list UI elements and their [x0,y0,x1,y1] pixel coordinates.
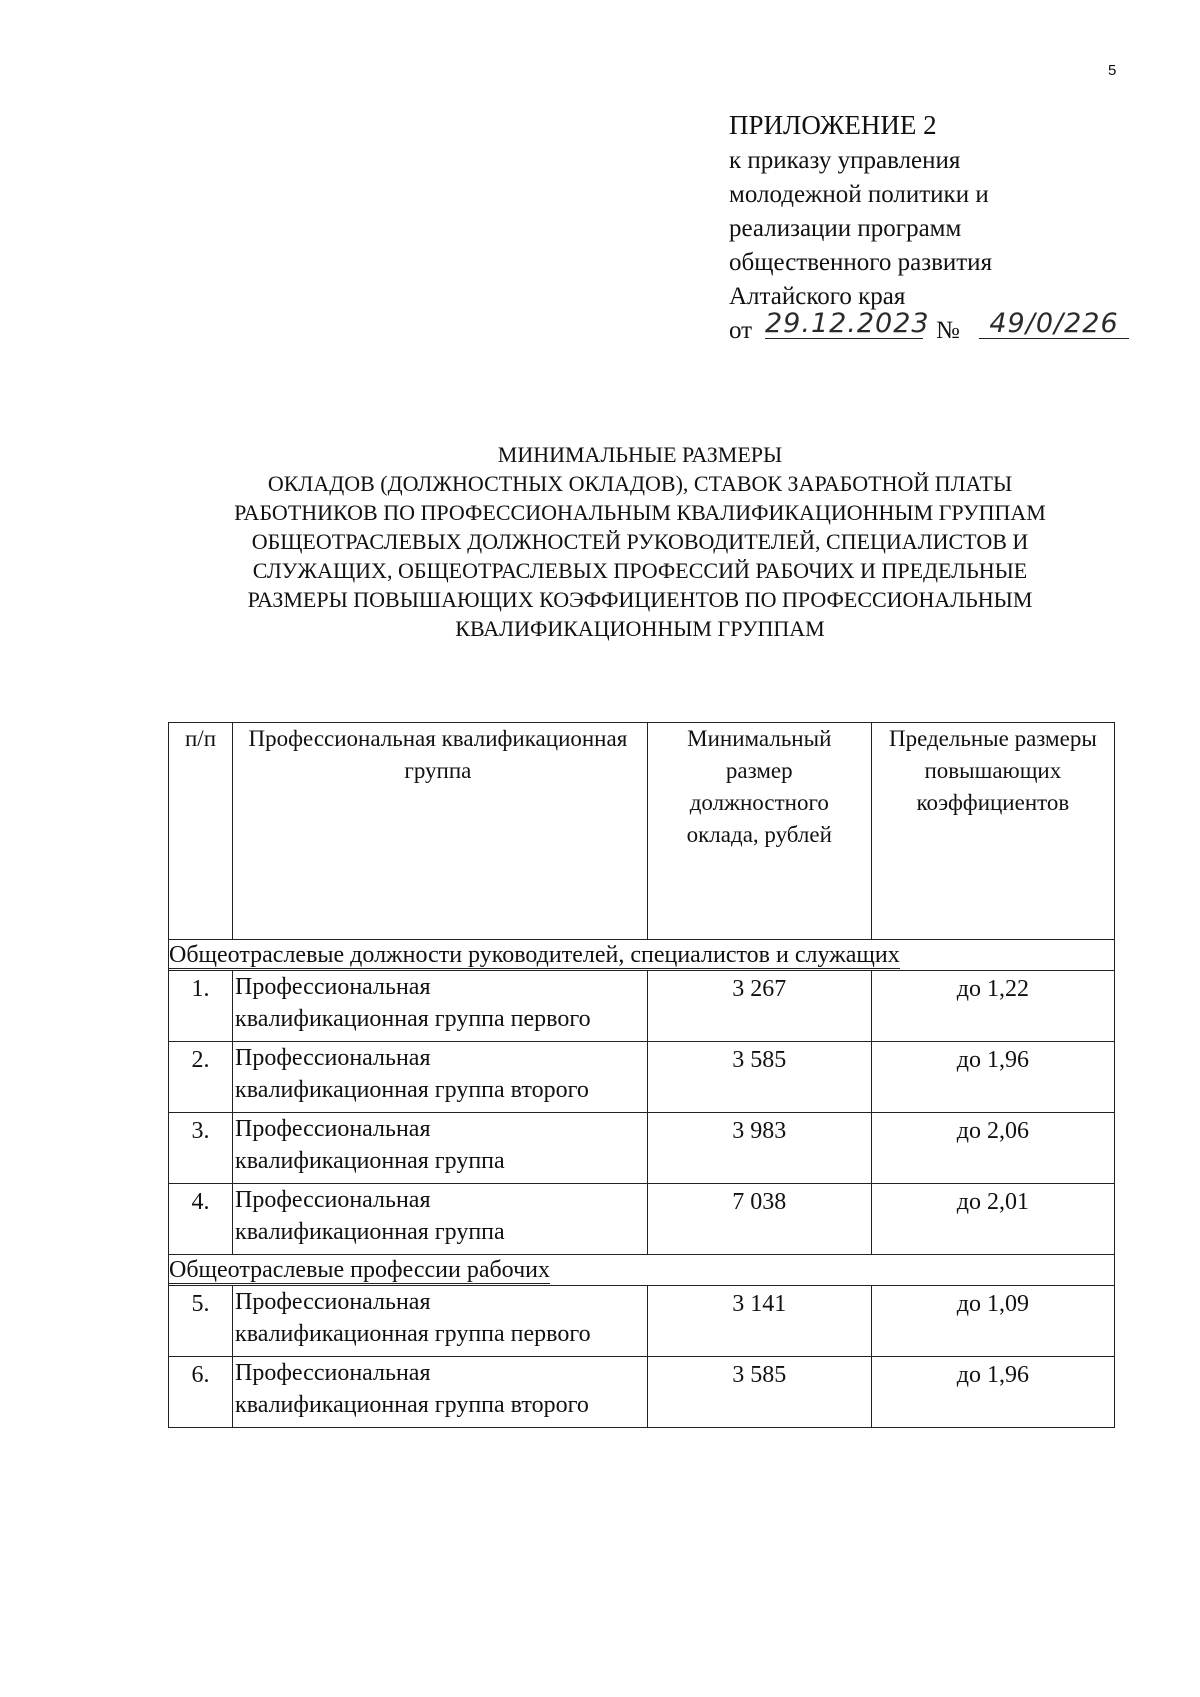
heading-line: КВАЛИФИКАЦИОННЫМ ГРУППАМ [455,616,825,641]
table-header-row [169,723,1115,940]
row-group: Профессиональная квалификационная группа первого [233,971,648,1042]
row-salary: 3 585 [647,1042,871,1113]
row-coefficient: до 1,22 [871,971,1114,1042]
row-group: Профессиональная квалификационная группа [233,1113,648,1184]
row-salary: 3 141 [647,1286,871,1357]
table-row [169,1184,1115,1255]
section-title: Общеотраслевые должности руководителей, специалистов и служащих [169,940,1115,971]
date-label: от [729,317,753,344]
row-num: 2. [169,1042,233,1113]
appendix-line: реализации программ [729,215,962,242]
row-group: Профессиональная квалификационная группа [233,1184,648,1255]
table-row [169,1113,1115,1184]
header-coefficient: Предельные размеры повышающих коэффициентов [871,723,1114,940]
appendix-line: к приказу управления [729,147,961,174]
handwritten-order-number: 49/0/226 [979,310,1129,339]
table-row [169,1357,1115,1428]
table-row [169,1286,1115,1357]
section-row [169,940,1115,971]
salary-table [168,722,1115,1428]
row-salary: 3 267 [647,971,871,1042]
heading-line: РАЗМЕРЫ ПОВЫШАЮЩИХ КОЭФФИЦИЕНТОВ ПО ПРОФЕССИОНАЛЬНЫМ [247,587,1033,612]
document-heading [160,440,1120,643]
row-coefficient: до 1,09 [871,1286,1114,1357]
number-label: № [936,317,960,344]
appendix-line: общественного развития [729,249,993,276]
appendix-block [729,108,1159,348]
order-date-number-line [729,308,1159,348]
heading-line: СЛУЖАЩИХ, ОБЩЕОТРАСЛЕВЫХ ПРОФЕССИЙ РАБОЧИХ И ПРЕДЕЛЬНЫЕ [252,558,1028,583]
row-num: 1. [169,971,233,1042]
row-group: Профессиональная квалификационная группа второго [233,1042,648,1113]
appendix-line: молодежной политики и [729,181,989,208]
header-group: Профессиональная квалификационная группа [233,723,648,940]
appendix-line: Алтайского края [729,283,906,310]
row-salary: 7 038 [647,1184,871,1255]
row-salary: 3 983 [647,1113,871,1184]
section-title: Общеотраслевые профессии рабочих [169,1255,1115,1286]
row-coefficient: до 1,96 [871,1357,1114,1428]
table-row [169,1042,1115,1113]
heading-line: РАБОТНИКОВ ПО ПРОФЕССИОНАЛЬНЫМ КВАЛИФИКАЦИОННЫМ ГРУППАМ [234,500,1046,525]
row-group: Профессиональная квалификационная группа первого [233,1286,648,1357]
section-row [169,1255,1115,1286]
appendix-title: ПРИЛОЖЕНИЕ 2 [729,110,937,140]
row-num: 5. [169,1286,233,1357]
heading-line: ОБЩЕОТРАСЛЕВЫХ ДОЛЖНОСТЕЙ РУКОВОДИТЕЛЕЙ, СПЕЦИАЛИСТОВ И [251,529,1029,554]
handwritten-date: 29.12.2023 [765,308,930,339]
row-group: Профессиональная квалификационная группа второго [233,1357,648,1428]
row-num: 3. [169,1113,233,1184]
row-salary: 3 585 [647,1357,871,1428]
header-num: п/п [169,723,233,940]
row-coefficient: до 2,01 [871,1184,1114,1255]
header-salary: Минимальный размер должностного оклада, рублей [647,723,871,940]
row-coefficient: до 1,96 [871,1042,1114,1113]
row-num: 4. [169,1184,233,1255]
heading-line: МИНИМАЛЬНЫЕ РАЗМЕРЫ [497,442,783,467]
heading-line: ОКЛАДОВ (ДОЛЖНОСТНЫХ ОКЛАДОВ), СТАВОК ЗАРАБОТНОЙ ПЛАТЫ [267,471,1013,496]
table-row [169,971,1115,1042]
row-num: 6. [169,1357,233,1428]
page-number: 5 [1108,62,1117,79]
row-coefficient: до 2,06 [871,1113,1114,1184]
